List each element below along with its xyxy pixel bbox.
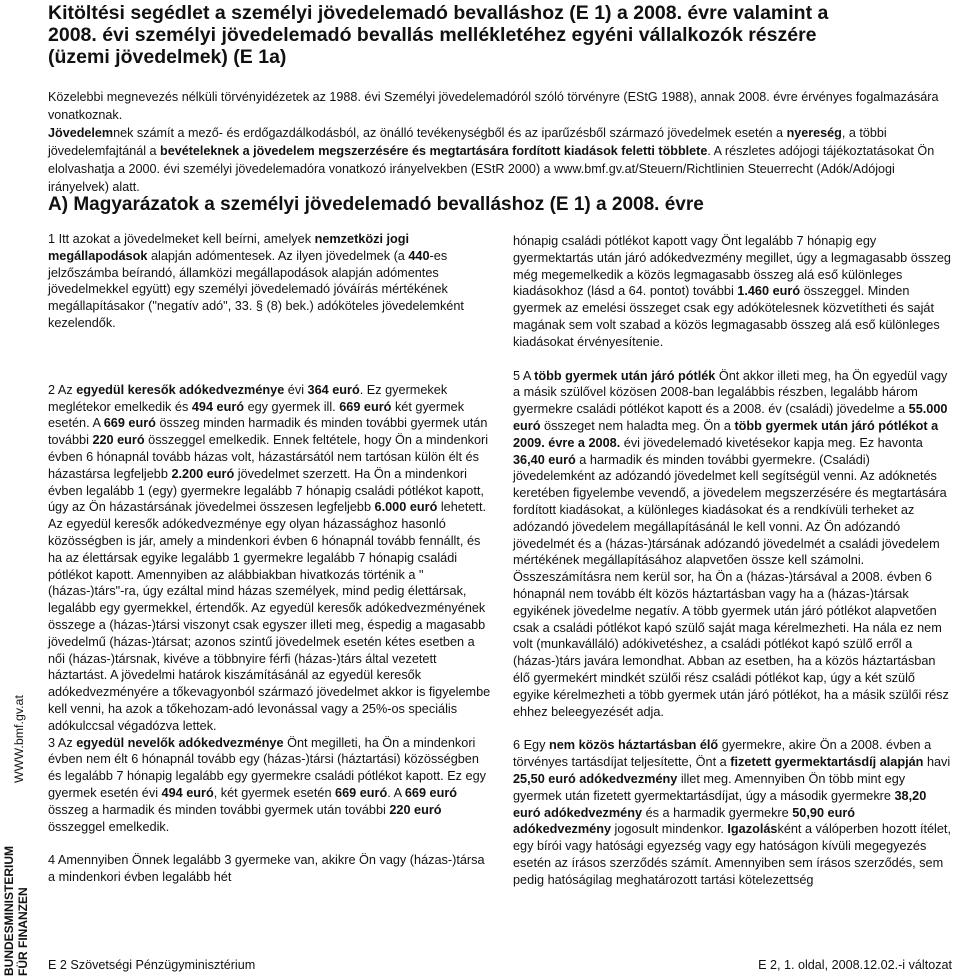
text-run: összeggel emelkedik. — [48, 819, 170, 834]
section-heading: A) Magyarázatok a személyi jövedelemadó bevalláshoz (E 1) a 2008. évre — [48, 194, 704, 215]
bold-text: 440 — [408, 248, 430, 263]
text-run: Önt megilleti, ha Ön a mindenkori évben nem élt 6 hónapnál tovább egy (házas-)társi (háztartási) közösségben és legalább 7 hónapig legalább egy gyermekre családi pótlékot kapott. Ez egy gyermek esetén évi — [48, 735, 487, 800]
text-run: 4 Amennyiben Önnek legalább 3 gyermeke van, akikre Ön vagy (házas-)társa a mindenkori évben legalább hét — [48, 853, 485, 885]
text-run: 3 Az — [48, 735, 77, 750]
paragraph-2 — [48, 382, 493, 735]
bold-text: 2.200 euró — [171, 466, 235, 481]
text-run: jövedelmet szerzett. Ha Ön a mindenkori évben legalább 1 (egy) gyermekre legalább 7 hónapig családi pótlékot kapott, úgy az Ön házastársának jövedelmei összesen legfeljebb — [48, 466, 484, 515]
text-run: évi jövedelemadó kivetésekor kapja meg. Ez havonta — [620, 435, 923, 450]
bold-text: egyedül nevelők adókedvezménye — [76, 735, 284, 750]
text-run: jogosult mindenkor. — [611, 822, 728, 837]
bold-text: 38,20 euró adókedvezmény — [513, 788, 927, 820]
text-run: . A — [387, 785, 405, 800]
text-run: lehetett. Az egyedül keresők adókedvezménye egy olyan házassághoz hasonló közösségben is jár, amely a mindenkori évben 6 hónapnál tovább fennállt, és ha az élettársak egyike legalább 1 gyermekre legalább 7 hónapig családi pótlékot kapott. Amennyiben az alábbiakban hivatkozás történik a "(házas-)társ"-ra, úgy ezáltal mind házas személyek, mind pedig élettársak, legalább egy gyermekkel, értendők. Az egyedül keresők adókedvezményének összege a (házas-)társi viszonyt csak egyszer illeti meg, éspedig a magasabb jövedelmű (házas-)társat; azonos szintű jövedelmek esetén kétes esetben a női (házas-)társnak, kivéve a többnyire férfi (házas-)társ által vezetett háztartást. A jövedelmi határok kiszámításánál az egyedül keresők adókedvezményére a tőkevagyonból származó jövedelmet akkor is figyelembe kell venni, ha azok a tőkehozam-adó levonással vagy a 25%-os speciális adókulccsal végadózva lettek. — [48, 500, 491, 733]
text-run: két gyermek esetén. A — [48, 399, 465, 431]
text-run: hónapig családi pótlékot kapott vagy Önt legalább 7 hónapig egy gyermektartás után járó adókedvezmény megillet, úgy a legmagasabb összeg még megemelkedik a közös legmagasabb összeg alá eső különleges kiadásokhoz (lásd a 64. pontot) további — [513, 234, 951, 299]
text-run: összeg a harmadik és minden további gyermek után további — [48, 802, 390, 817]
text-run: Önt akkor illeti meg, ha Ön egyedül vagy a másik szülővel közösen 2008-ban legalábbis részben, legalább három gyermekre családi pótlékot kapott és a 2008. év (családi) jövedelme a — [513, 368, 948, 417]
bold-text: több gyermek után járó pótlékot a 2009. évre a 2008. — [513, 418, 939, 450]
paragraph-4 — [48, 852, 493, 886]
text-run: . Ez gyermekek meglétekor emelkedik és — [48, 382, 448, 414]
document-title: Kitöltési segédlet a személyi jövedelemadó bevalláshoz (E 1) a 2008. évre valamint a 2008. évi személyi jövedelemadó bevallás mellékletéhez egyéni vállalkozók részére (üzemi jövedelmek) (E 1a) — [48, 2, 829, 68]
website-link[interactable]: WWW.bmf.gv.at — [12, 695, 26, 783]
text-run: 5 A — [513, 368, 535, 383]
text-run: -es jelzőszámba beírandó, államközi megállapodások alapján adómentes jövedelmekkel együtt) egy személyi jövedelemadó jóváírás mértékének megállapításakor ("negatív adó", 33. § (8) bek.) adóköteles jövedelemként kezelendők. — [48, 248, 464, 330]
footer-left: E 2 Szövetségi Pénzügyminisztérium — [48, 958, 256, 972]
text-run: a harmadik és minden további gyermekre. (Családi) jövedelemként az adózandó jövedelmet kell segítségül venni. Az adóknetés keretében figyelembe vevendő, a jövedelem megszerzésére és megtartására fordított kiadásokat, a különleges kiadásokat és a rendkívüli terheket az adózandó jövedelem megállapításánál le kell vonni. Az Ön adózandó jövedelmét és a (házas-)társának adózandó jövedelmét a családi jövedelem mértékének megállapításához alapvetően össze kell számolni. Összeszámításra nem kerül sor, ha Ön a (házas-)társával a 2008. évben 6 hónapnál nem tovább élt közös háztartásban vagy ha a (házas-)társak egyikének jövedelme negatív. A több gyermek után járó pótlékot alapvetően csak a családi pótlékot kapó szülő saját maga kérelmezheti. Ha nála ez nem volt (munkaválláló) adókivetéshez, a családi pótlékot kapó szülő erről a (házas-)társ javára lemondhat. Abban az esetben, ha a közös háztartásban élő gyermekért mindkét szülői rész családi pótlékot kap, úgy a két szülő egyike kérelmezheti a több gyermek után járó pótlékot, ha a másik szülői rész ehhez beleegyezését adja. — [513, 452, 949, 719]
bold-text: 494 euró — [161, 785, 214, 800]
text-run: 6 Egy — [513, 738, 549, 753]
ministry-logo-text: BUNDESMINISTERIUM FÜR FINANZEN — [2, 845, 30, 976]
text-run: összeg minden harmadik és minden további gyermek után további — [48, 416, 488, 448]
text-run: összeggel emelkedik. Ennek feltétele, hogy Ön a mindenkori évben 6 hónapnál tovább házas volt, házastársától nem tartósan külön élt és házastársa legfeljebb — [48, 433, 489, 481]
text-run: ként a válóperben hozott ítélet, egy bírói vagy hatósági egyezség vagy egy hatóságon kívüli megegyezés esetén az írásos szerződés számít. Amennyiben sem írásos szerződés, sem pedig hatóságilag meghatározott tartási kötelezettség — [513, 822, 951, 887]
bold-text: egyedül keresők adókedvezménye — [76, 382, 285, 397]
text-run: havi — [923, 755, 951, 770]
bold-text: 494 euró — [191, 399, 245, 414]
bold-text: 25,50 euró adókedvezmény — [513, 771, 678, 786]
intro-paragraph-2: Jövedelemnek számít a mező- és erdőgazdálkodásból, az önálló tevékenységből és az iparűzésből származó jövedelmek esetén a nyereség, a többi jövedelemfajtánál a bevételeknek a jövedelem megszerzésére és megtartására fordított kiadások feletti többlete. A részletes adójogi tájékoztatásokat Ön elolvashatja a 2000. évi személyi jövedelemadóra vonatkozó irányelvekben (EStR 2000) a www.bmf.gv.at/Steuern/Richtlinien Steuerrecht (Adók/Adójogi irányelvek) alatt. — [48, 126, 935, 194]
bold-text: Igazolás — [727, 822, 778, 837]
bold-text: 669 euró — [404, 785, 458, 800]
text-run: illet meg. Amennyiben Ön több mint egy gyermek után fizetett gyermektartásdíjat, úgy a második gyermekre — [513, 771, 906, 803]
bold-text: több gyermek után járó pótlék — [534, 368, 716, 383]
footer-right: E 2, 1. oldal, 2008.12.02.-i változat — [758, 958, 952, 972]
bold-text: 364 euró — [307, 382, 360, 397]
bold-text: 1.460 euró — [737, 284, 801, 299]
bold-text: 50,90 euró adókedvezmény — [513, 805, 856, 837]
bold-text: fizetett gyermektartásdíj alapján — [730, 755, 924, 770]
text-run: összeget nem haladta meg. Ön a — [540, 418, 735, 433]
text-run: összeggel. Minden gyermek az emelési összeget csak egy adókötelesnek közvetítheti és saját magának sem volt szabad a közös legmagasabb összeg alá eső különleges kiadásokat érvényesítenie. — [513, 284, 940, 349]
paragraph-1 — [48, 231, 493, 332]
bold-text: 669 euró — [335, 785, 388, 800]
paragraph-5 — [513, 368, 953, 721]
text-run: , két gyermek esetén — [213, 785, 336, 800]
bold-text: 220 euró — [389, 802, 442, 817]
text-run: évi — [284, 382, 308, 397]
text-run: gyermekre, akire Ön a 2008. évben a törvényes tartásdíjat teljesítette, Önt a — [513, 738, 932, 770]
bold-text: 36,40 euró — [513, 452, 576, 467]
bold-text: 669 euró — [103, 416, 156, 431]
bold-text: 55.000 euró — [513, 402, 948, 433]
text-run: egy gyermek ill. — [244, 399, 340, 414]
bold-text: nemzetközi jogi megállapodások — [48, 232, 410, 263]
bold-text: 6.000 euró — [374, 500, 438, 515]
bold-text: 669 euró — [339, 399, 392, 414]
intro-paragraph-1: Közelebbi megnevezés nélküli törvényidézetek az 1988. évi Személyi jövedelemadóról szóló törvényre (EStG 1988), annak 2008. évre érvényes fogalmazására vonatkoznak. — [48, 90, 939, 122]
text-run: 2 Az — [48, 382, 77, 397]
text-run: és a harmadik gyermekre — [642, 805, 793, 820]
paragraph-6 — [513, 737, 953, 888]
text-run: alapján adómentesek. Az ilyen jövedelmek (a — [147, 248, 409, 263]
bold-text: 220 euró — [92, 433, 145, 448]
paragraph-3 — [48, 735, 493, 836]
text-run: 1 Itt azokat a jövedelmeket kell beírni, amelyek — [48, 232, 315, 246]
right-column — [513, 233, 953, 888]
left-column — [48, 231, 493, 886]
intro-text — [48, 88, 953, 196]
paragraph-4-cont — [513, 233, 953, 351]
bold-text: nem közös háztartásban élő — [548, 738, 719, 753]
ministry-sidebar — [0, 676, 48, 977]
